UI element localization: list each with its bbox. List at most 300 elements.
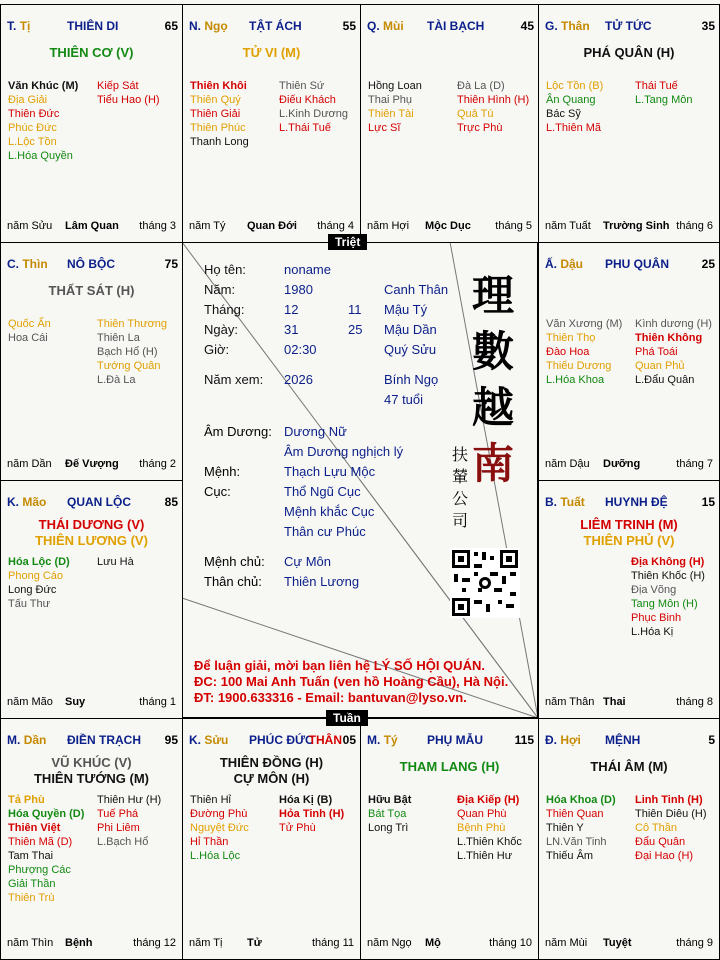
minor-star: Phượng Các [8,864,71,876]
palace-suu [182,718,361,960]
minor-star: Địa Không (H) [631,556,705,568]
seal-char-1: 理 [471,271,514,320]
branch-name: Mão [22,495,47,509]
month-label: tháng 11 [311,937,354,949]
than-tag: THÂN [308,733,342,747]
palace-header [7,257,178,273]
minor-star: L.Hóa Kị [631,626,674,638]
minor-star: Văn Xương (M) [546,318,623,330]
minor-star: L.Hóa Quyền [8,150,73,162]
palace-age: 95 [164,733,178,747]
palace-header [545,19,715,35]
seal-char-2: 數 [471,327,514,376]
thanchu-label: Thân chủ: [204,574,262,589]
minor-star: Thiên Thương [97,318,168,330]
contact-line-3[interactable]: ĐT: 1900.633316 - Email: bantuvan@lyso.vn. [194,690,467,705]
year-label: năm Thân [545,696,595,708]
menh-label: Mệnh: [204,464,241,479]
minor-star: L.Hóa Khoa [546,374,605,386]
minor-star: Điếu Khách [279,94,336,106]
stars-left [8,317,51,345]
info-lunar: 11 [348,302,362,317]
palace-branch [367,19,404,33]
palace-name: PHÚC ĐỨC [249,733,314,747]
stars-left [368,793,411,835]
minor-star: Tướng Quân [97,360,161,372]
month-label: tháng 4 [317,220,354,232]
stars-left [190,79,249,149]
year-label: năm Ngọ [367,937,412,949]
amduong-label: Âm Dương: [204,424,272,439]
branch-name: Tý [383,733,398,747]
minor-star: Bát Tọa [368,808,407,820]
minor-star: Thiên Không [635,332,703,344]
stage-label: Suy [65,696,86,708]
palace-footer [545,458,713,472]
palace-footer [545,696,713,710]
palace-branch [545,257,583,271]
palace-footer [367,937,532,951]
stars-right [457,79,529,135]
info-label: Giờ: [204,342,230,357]
palace-branch [7,19,30,33]
minor-star: L.Hóa Lộc [190,850,241,862]
info-canchi: Canh Thân [384,282,449,297]
minor-star: Hóa Lộc (D) [8,556,70,568]
contact-line-2: ĐC: 100 Mai Anh Tuấn (ven hồ Hoàng Cầu), Hà Nội. [194,674,509,689]
minor-star: Đào Hoa [546,346,590,358]
main-star: THIÊN LƯƠNG (V) [35,533,148,548]
branch-name: Tuất [560,495,585,509]
stars-right [97,793,161,849]
minor-star: Kiếp Sát [97,80,139,92]
stage-label: Tử [247,937,262,949]
branch-name: Hợi [560,733,581,747]
month-label: tháng 9 [676,937,713,949]
contact-line-1: Để luận giải, mời bạn liên hệ LÝ SỐ HỘI QUÁN. [194,658,485,673]
palace-ngo [182,4,361,243]
branch-stem: M. [367,733,381,747]
minor-star: Thiếu Dương [546,360,612,372]
minor-star: L.Đẩu Quân [635,374,695,386]
minor-star: Thiên Thọ [546,332,596,344]
palace-header [7,733,178,749]
minor-star: Nguyệt Đức [190,822,249,834]
seal-small-4: 司 [452,511,469,530]
branch-name: Mùi [383,19,404,33]
month-label: tháng 3 [139,220,176,232]
palace-name: TỬ TỨC [605,19,652,33]
minor-star: L.Bạch Hổ [97,836,149,848]
palace-name: HUYNH ĐỆ [605,495,668,509]
main-star: THẤT SÁT (H) [48,283,135,298]
minor-star: Hỉ Thần [190,836,229,848]
minor-star: Tấu Thư [8,598,51,610]
stars-left [546,79,603,135]
palace-age: 5 [708,733,715,747]
palace-header [189,19,356,35]
branch-stem: M. [7,733,21,747]
minor-star: Đường Phù [190,808,248,820]
year-label: năm Tý [189,220,226,232]
month-label: tháng 12 [133,937,176,949]
palace-footer [7,458,176,472]
palace-branch [367,733,398,747]
year-label: năm Mùi [545,937,588,949]
minor-star: L.Đà La [97,374,136,386]
palace-age: 85 [164,495,178,509]
main-star: THÁI ÂM (M) [590,759,668,774]
main-star: CỰ MÔN (H) [233,771,310,786]
minor-star: Trực Phù [457,122,503,134]
minor-star: Phong Cáo [8,570,64,582]
minor-star: Văn Khúc (M) [8,80,79,92]
stars-right [279,79,348,135]
branch-stem: G. [545,19,558,33]
month-label: tháng 7 [676,458,713,470]
minor-star: Lực Sĩ [368,122,401,134]
minor-star: Thiên Sứ [279,80,325,92]
palace-thin [0,242,183,481]
palace-age: 35 [701,19,715,33]
triet-tag: Triệt [328,234,367,250]
main-star: THÁI DƯƠNG (V) [38,517,145,532]
stage-label: Tuyệt [603,937,632,949]
branch-name: Thìn [22,257,48,271]
info-value: 12 [284,302,299,317]
year-label: năm Tuất [545,220,591,232]
minor-star: Thiếu Âm [546,850,594,862]
branch-stem: Ấ. [545,257,557,271]
minor-star: L.Thiên Khốc [457,836,522,848]
branch-name: Sửu [204,733,229,747]
stars-left [546,317,622,387]
stars-right [635,793,707,863]
minor-star: Long Trì [368,822,409,834]
main-star: TỬ VI (M) [242,45,301,60]
branch-name: Thân [561,19,590,33]
amduong-note: Âm Dương nghịch lý [284,444,404,459]
stage-label: Bệnh [65,937,93,949]
palace-age: 15 [701,495,715,509]
minor-star: Thanh Long [190,136,249,148]
stars-left [368,79,422,135]
minor-star: Quả Tú [457,108,494,120]
menhchu-value: Cự Môn [284,554,331,569]
info-label: Ngày: [204,322,238,337]
minor-star: Thiên Mã (D) [8,836,73,848]
info-canchi: Quý Sửu [384,342,437,357]
minor-star: Thiên Khốc (H) [631,570,705,582]
main-star: THAM LANG (H) [399,759,500,774]
minor-star: Địa Giải [8,94,48,106]
palace-age: 45 [520,19,534,33]
minor-star: Đà La (D) [457,80,505,92]
palace-age: 25 [701,257,715,271]
seal-small-1: 扶 [452,445,469,464]
minor-star: Thiên La [97,332,140,344]
info-label: Tháng: [204,302,245,317]
palace-branch [545,733,581,747]
minor-star: Thiên Trù [8,892,55,904]
palace-branch [545,19,590,33]
palace-header [545,733,715,749]
palace-footer [7,220,176,234]
stars-right [279,793,344,835]
minor-star: Bệnh Phù [457,822,506,834]
minor-star: L.Tang Môn [635,94,693,106]
cuc-value: Thổ Ngũ Cục [284,484,361,499]
minor-star: Hỏa Tinh (H) [279,808,345,820]
minor-star: Thiên Quý [190,94,241,106]
minor-star: Phi Liêm [97,822,140,834]
stage-label: Dưỡng [603,458,641,470]
stars-right [635,79,692,107]
minor-star: Lộc Tồn (B) [546,80,604,92]
palace-hoi [538,718,720,960]
palace-footer [367,220,532,234]
minor-star: Cô Thần [635,822,677,834]
palace-header [545,257,715,273]
year-label: năm Mão [7,696,53,708]
minor-star: Quan Phù [457,808,507,820]
stars-right [457,793,522,863]
minor-star: L.Thái Tuế [279,122,331,134]
info-value: 02:30 [284,342,317,357]
palace-branch [545,495,585,509]
minor-star: Hồng Loan [368,80,422,92]
minor-star: Phục Binh [631,612,682,624]
year-label: năm Tị [189,937,223,949]
cuc-label: Cục: [204,484,231,499]
info-canchi: 47 tuổi [384,392,424,407]
minor-star: L.Thiên Mã [546,122,602,134]
minor-star: Tả Phù [8,794,45,806]
info-canchi: Mậu Tý [384,302,428,317]
minor-star: Thiên Diêu (H) [635,808,707,820]
year-label: năm Dậu [545,458,590,470]
minor-star: Thiên Việt [8,822,61,834]
palace-age: 75 [164,257,178,271]
stars-left [190,793,249,863]
minor-star: L.Thiên Hư [457,850,513,862]
stars-left [546,793,616,863]
stars-right [631,555,705,639]
main-star: THIÊN CƠ (V) [49,45,134,60]
seal-small-3: 公 [452,489,469,508]
palace-header [7,19,178,35]
branch-name: Dần [23,733,47,747]
stars-right [97,79,160,107]
thanchu-value: Thiên Lương [284,574,360,589]
branch-name: Tị [19,19,31,33]
palace-name: PHU QUÂN [605,257,670,271]
minor-star: Hóa Kị (B) [279,794,333,806]
minor-star: Quốc Ấn [8,318,51,330]
palace-mao [0,480,183,719]
palace-name: NÔ BỘC [67,257,115,271]
stars-left [8,79,78,163]
minor-star: L.Lộc Tồn [8,136,57,148]
palace-dau [538,242,720,481]
palace-header [367,733,534,749]
branch-stem: N. [189,19,201,33]
minor-star: Thiên Đức [8,108,60,120]
info-canchi: Bính Ngọ [384,372,439,387]
minor-star: Hóa Quyền (D) [8,808,85,820]
amduong-value: Dương Nữ [284,424,347,439]
palace-name: THIÊN DI [67,19,119,33]
palace-age: 65 [164,19,178,33]
minor-star: LN.Văn Tinh [546,836,607,848]
minor-star: Tuế Phá [97,808,139,820]
minor-star: Kình dương (H) [635,318,712,330]
minor-star: Long Đức [8,584,57,596]
stage-label: Trường Sinh [603,220,670,232]
palace-branch [189,19,228,33]
minor-star: Hữu Bật [368,794,412,806]
main-star: LIÊM TRINH (M) [580,517,678,532]
branch-name: Ngọ [204,19,228,33]
month-label: tháng 6 [676,220,713,232]
qr-code[interactable] [450,548,520,618]
palace-header [189,733,356,749]
minor-star: Giải Thần [8,878,56,890]
minor-star: Quan Phủ [635,360,685,372]
main-star: THIÊN ĐỒNG (H) [219,755,324,770]
palace-name: MỆNH [605,733,641,747]
seal-small-2: 輦 [452,467,469,486]
palace-footer [7,937,176,951]
tuan-tag: Tuần [326,710,368,726]
info-value: 2026 [284,372,313,387]
minor-star: Thiên Y [546,822,584,834]
palace-than [538,4,720,243]
palace-tuat [538,480,720,719]
palace-age: 115 [514,733,534,747]
cuc-note-2: Thân cư Phúc [284,524,366,539]
menh-value: Thạch Lựu Mộc [284,464,376,479]
branch-stem: Q. [367,19,380,33]
minor-star: Địa Võng [631,584,677,596]
palace-footer [189,937,354,951]
palace-ty [360,718,539,960]
branch-stem: C. [7,257,19,271]
year-label: năm Thìn [7,937,54,949]
main-star: PHÁ QUÂN (H) [583,45,675,60]
minor-star: Thiên Hỉ [190,794,231,806]
minor-star: Lưu Hà [97,556,134,568]
palace-age: 05 [342,733,356,747]
info-value: 1980 [284,282,313,297]
stars-left [8,793,84,905]
info-label: Họ tên: [204,262,246,277]
month-label: tháng 1 [139,696,176,708]
info-label: Năm: [204,282,236,297]
palace-branch [7,495,46,509]
info-value: noname [284,262,331,277]
main-star: THIÊN TƯỚNG (M) [33,771,150,786]
branch-stem: B. [545,495,557,509]
minor-star: Thiên Khôi [190,80,247,92]
palace-footer [545,937,713,951]
minor-star: Thiên Tài [368,108,414,120]
main-star: VŨ KHÚC (V) [51,755,132,770]
palace-header [367,19,534,35]
stars-right [635,317,712,387]
minor-star: Hóa Khoa (D) [546,794,616,806]
stars-right [97,317,167,387]
info-label: Năm xem: [204,372,264,387]
stars-right [97,555,134,569]
minor-star: Bạch Hổ (H) [97,346,158,358]
branch-name: Dậu [560,257,584,271]
month-label: tháng 8 [676,696,713,708]
palace-ti [0,4,183,243]
branch-stem: T. [7,19,17,33]
info-lunar: 25 [348,322,363,337]
minor-star: Địa Kiếp (H) [457,794,520,806]
stage-label: Mộc Dục [425,220,471,232]
seal-char-3: 越 [471,383,514,432]
stage-label: Lâm Quan [65,220,119,232]
stage-label: Đế Vượng [65,458,119,470]
stage-label: Thai [603,696,626,708]
stage-label: Mộ [425,937,441,949]
month-label: tháng 2 [139,458,176,470]
info-value: 31 [284,322,299,337]
palace-header [7,495,178,511]
minor-star: Phúc Đức [8,122,57,134]
menhchu-label: Mệnh chủ: [204,554,265,569]
cuc-note-1: Mệnh khắc Cục [284,504,375,519]
minor-star: Ân Quang [546,94,596,106]
branch-stem: K. [189,733,201,747]
minor-star: Thiên Quan [546,808,604,820]
minor-star: Tử Phù [279,822,316,834]
palace-name: PHỤ MẪU [427,733,483,747]
palace-mui [360,4,539,243]
minor-star: Thiên Giải [190,108,241,120]
year-label: năm Dần [7,458,52,470]
palace-name: ĐIỀN TRẠCH [67,733,141,747]
stars-left [8,555,70,611]
palace-branch [7,257,48,271]
palace-age: 55 [342,19,356,33]
palace-branch [189,733,228,747]
palace-name: TẬT ÁCH [249,19,302,33]
month-label: tháng 10 [489,937,532,949]
branch-stem: Đ. [545,733,557,747]
minor-star: Linh Tinh (H) [635,794,703,806]
minor-star: Tiểu Hao (H) [97,94,160,106]
minor-star: Đẩu Quân [635,836,686,848]
year-label: năm Sửu [7,220,53,232]
minor-star: Bác Sỹ [546,108,581,120]
minor-star: Tang Môn (H) [631,598,698,610]
palace-footer [7,696,176,710]
palace-header [545,495,715,511]
minor-star: Thiên Hư (H) [97,794,162,806]
minor-star: Thiên Phúc [190,122,246,134]
palace-name: QUAN LỘC [67,495,131,509]
palace-name: TÀI BẠCH [427,19,485,33]
palace-branch [7,733,46,747]
main-star: THIÊN PHỦ (V) [583,533,675,548]
month-label: tháng 5 [495,220,532,232]
year-label: năm Hợi [367,220,410,232]
minor-star: Thái Tuế [635,80,678,92]
